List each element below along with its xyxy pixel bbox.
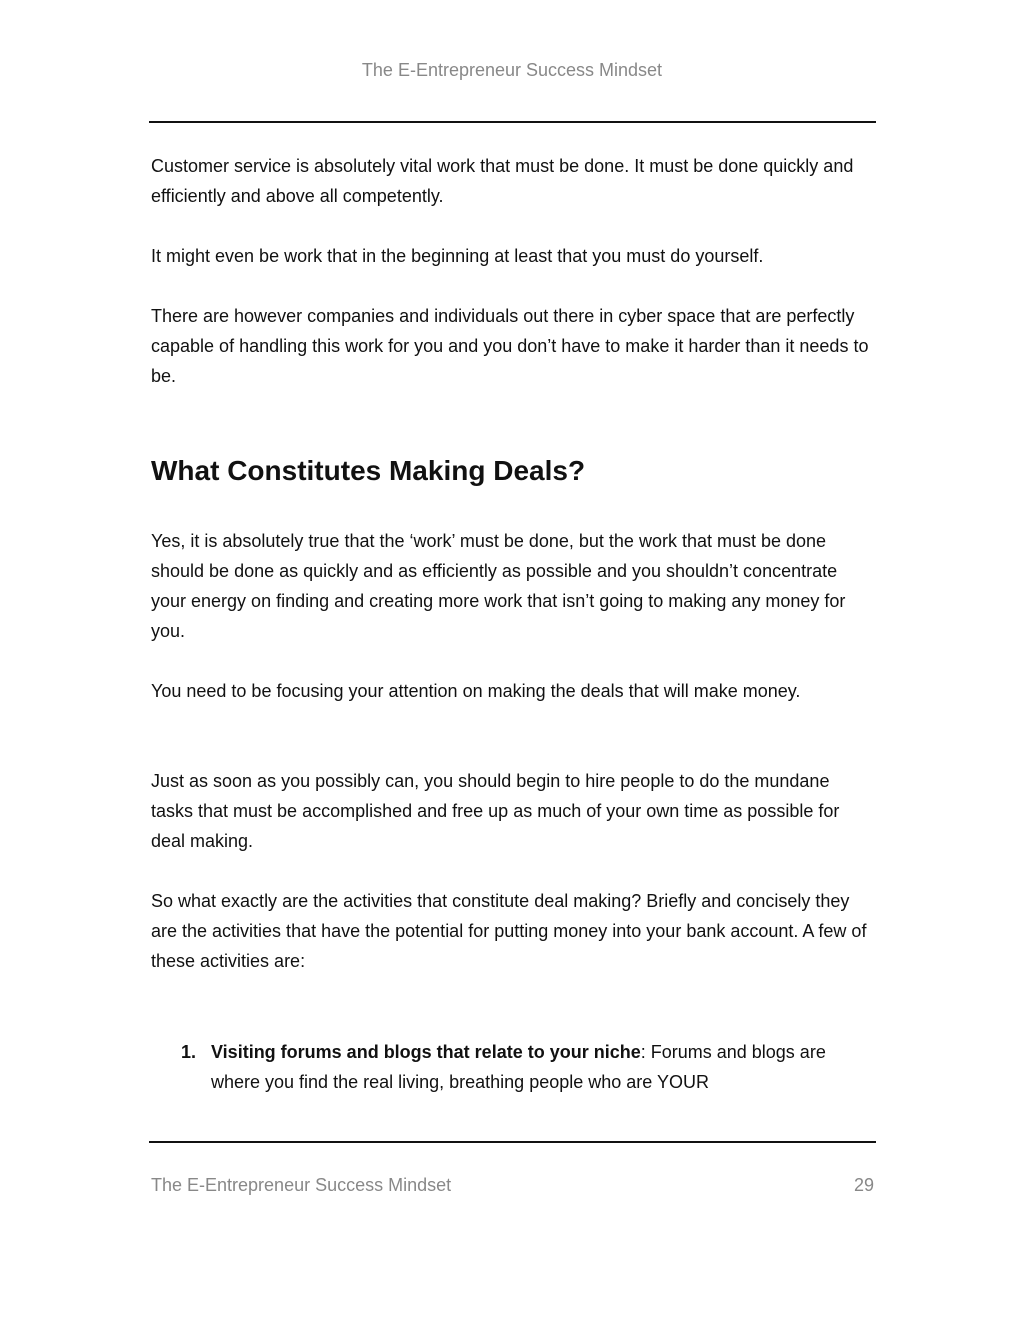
running-header-title: The E-Entrepreneur Success Mindset [361, 60, 663, 80]
list-item-lead: Visiting forums and blogs that relate to your niche [211, 1042, 641, 1062]
list-item-content [211, 1037, 876, 1097]
paragraph-deal-activities: So what exactly are the activities that constitute deal making? Briefly and concisely they are the activities that have the potential for putting money into your bank account. A few of these activities are: [151, 891, 867, 971]
paragraph-hire-people: Just as soon as you possibly can, you should begin to hire people to do the mundane tasks that must be accomplished and free up as much of your own time as possible for deal making. [151, 771, 840, 851]
paragraph-outsourcing: There are however companies and individuals out there in cyber space that are perfectly capable of handling this work for you and you don’t have to make it harder than it needs to be. [151, 306, 869, 386]
paragraph-focus-deals: You need to be focusing your attention on making the deals that will make money. [151, 681, 801, 701]
paragraph-do-yourself: It might even be work that in the beginning at least that you must do yourself. [151, 246, 764, 266]
page-number: 29 [853, 1175, 874, 1195]
list-item-number: 1. [181, 1042, 197, 1062]
footer-rule [149, 1141, 876, 1143]
header-rule [149, 121, 876, 123]
paragraph-customer-service: Customer service is absolutely vital work that must be done. It must be done quickly and efficiently and above all competently. [151, 156, 854, 206]
section-heading: What Constitutes Making Deals? [151, 455, 586, 486]
footer-title: The E-Entrepreneur Success Mindset [151, 1175, 452, 1195]
list-item [151, 1037, 876, 1097]
list-item-text: : Forums and blogs are where you find the real living, breathing people who are YOUR [211, 1042, 826, 1092]
paragraph-work-efficiently: Yes, it is absolutely true that the ‘work’ must be done, but the work that must be done should be done as quickly and as efficiently as possible and you shouldn’t concentrate your energy on finding and creating more work that isn’t going to making any money for you. [151, 531, 846, 641]
